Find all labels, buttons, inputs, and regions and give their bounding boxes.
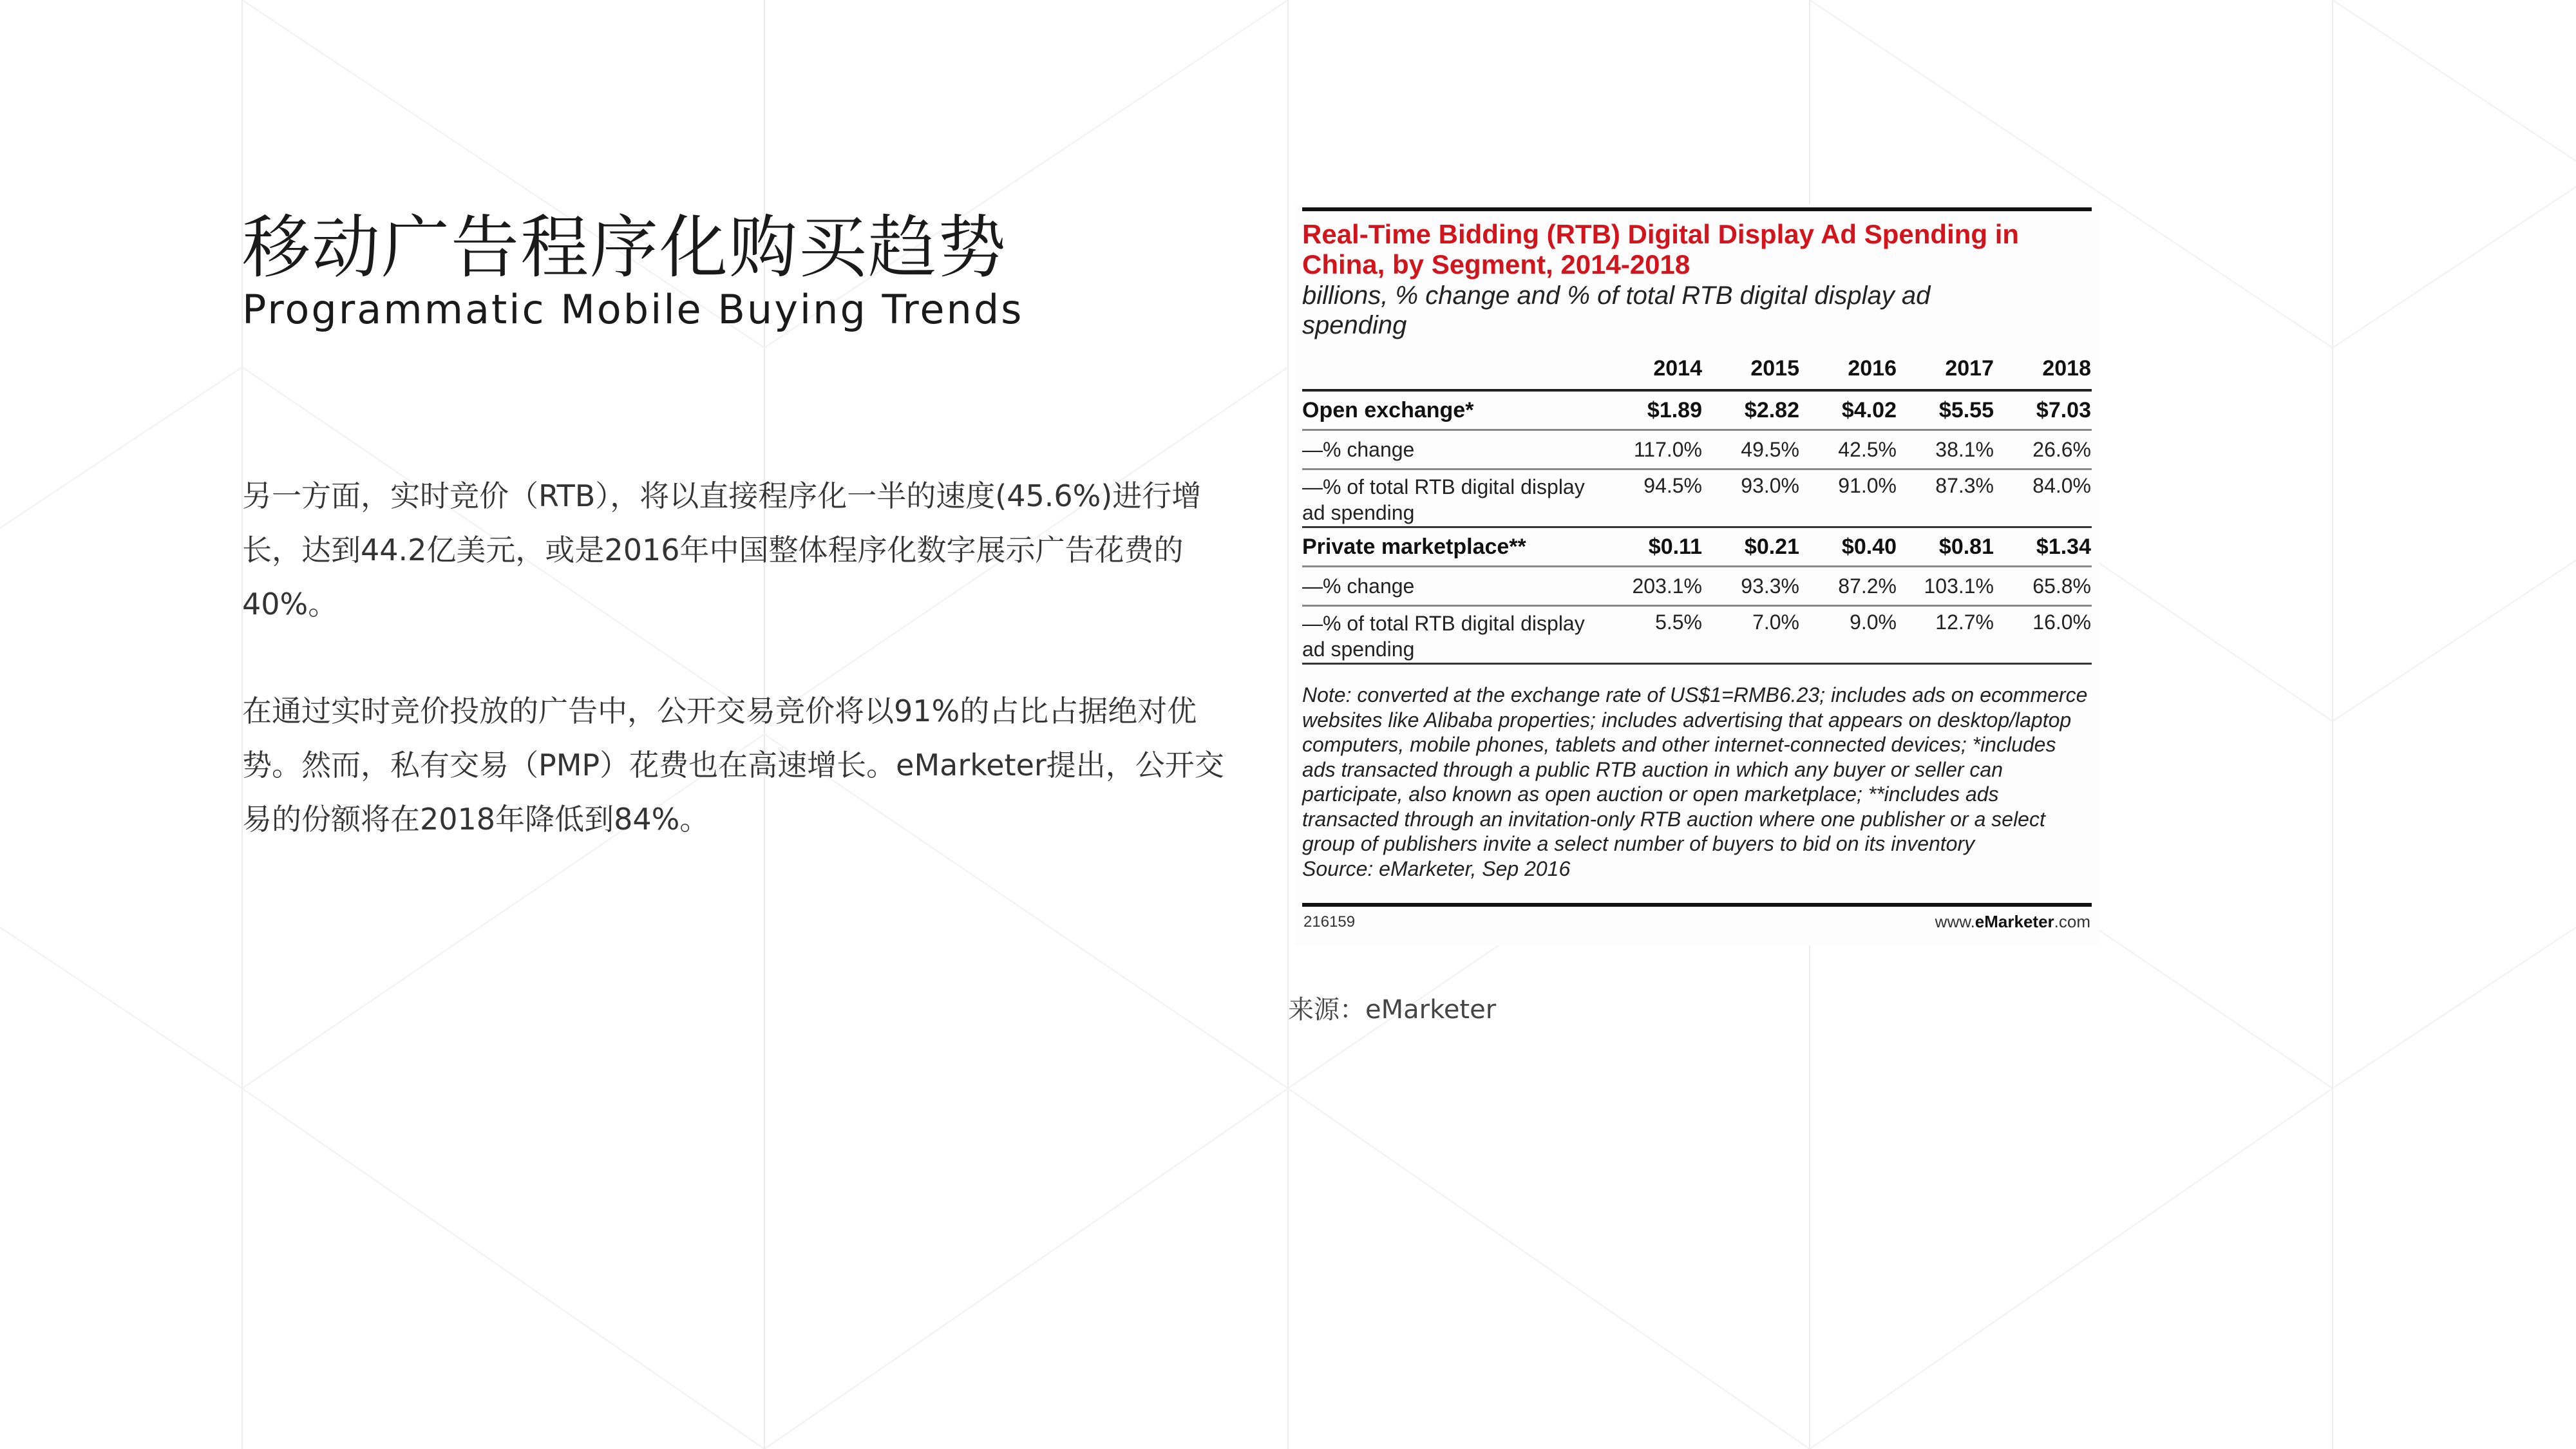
table-row-label: —% change: [1302, 574, 1415, 598]
table-header-cell: 2016: [1848, 355, 1897, 381]
table-cell: 87.3%: [1935, 474, 1994, 497]
table-cell: $0.21: [1744, 534, 1799, 559]
grid-diagonal-line: [2333, 927, 2576, 1088]
table-row: [1302, 470, 2092, 528]
figure-subtitle: billions, % change and % of total RTB digital display ad spending: [1302, 281, 1931, 339]
table-row-label: Open exchange*: [1302, 397, 1474, 422]
data-table: [1302, 348, 2092, 665]
table-row: [1302, 392, 2092, 431]
grid-diagonal-line: [1810, 1088, 2333, 1449]
source-caption: 来源：eMarketer: [1288, 995, 1497, 1025]
table-cell: 16.0%: [2032, 611, 2091, 634]
figure-note: [1302, 683, 2088, 881]
table-row: [1302, 607, 2092, 665]
table-cell: 203.1%: [1632, 574, 1702, 598]
table-cell: 93.3%: [1741, 574, 1799, 598]
figure-source: Source: eMarketer, Sep 2016: [1302, 857, 1571, 880]
table-cell: 38.1%: [1935, 437, 1994, 461]
figure-note-text: Note: converted at the exchange rate of US$1=RMB6.23; includes ads on ecommerce websites like Alibaba properties; includes advertising that appears on desktop/laptop computers, mobile phones, tablets and other internet-connected devices; *includes ads transacted through a public RTB auction in which any buyer or seller can participate, also known as open auction or open marketplace; **includes ads transacted through an invitation-only RTB auction where one publisher or a select group of publishers invite a select number of buyers to bid on its inventory: [1302, 683, 2088, 855]
figure-top-rule: [1302, 207, 2092, 211]
table-cell: $2.82: [1744, 397, 1799, 422]
grid-diagonal-line: [2333, 560, 2576, 721]
grid-diagonal-line: [242, 1088, 764, 1449]
figure-chart-id: 216159: [1303, 913, 1356, 931]
table-cell: 49.5%: [1741, 437, 1799, 461]
grid-diagonal-line: [1288, 1088, 1810, 1449]
table-cell: 26.6%: [2032, 437, 2091, 461]
table-row-label: —% change: [1302, 437, 1415, 461]
table-cell: $1.89: [1647, 397, 1702, 422]
chart-figure: [1294, 205, 2099, 945]
table-cell: $4.02: [1841, 397, 1897, 422]
figure-bottom-rule: [1302, 903, 2092, 907]
table-cell: 117.0%: [1633, 437, 1702, 461]
grid-diagonal-line: [2333, 187, 2576, 348]
body-paragraph-2: 在通过实时竞价投放的广告中，公开交易竞价将以91%的占比占据绝对优势。然而，私有交易（PMP）花费也在高速增长。eMarketer提出，公开交易的份额将在2018年降低到84%。: [242, 694, 1224, 837]
grid-diagonal-line: [0, 367, 242, 528]
table-cell: $0.40: [1841, 534, 1897, 559]
figure-url-brand: eMarketer: [1975, 912, 2054, 931]
table-cell: 9.0%: [1850, 611, 1897, 634]
table-cell: $5.55: [1938, 397, 1994, 422]
table-cell: 5.5%: [1655, 611, 1702, 634]
table-header-cell: 2017: [1945, 355, 1994, 381]
table-cell: 7.0%: [1752, 611, 1799, 634]
figure-url-prefix: www.: [1935, 912, 1975, 931]
grid-diagonal-line: [2333, 0, 2576, 161]
table-row: [1302, 567, 2092, 607]
table-header-cell: 2014: [1653, 355, 1702, 381]
table-cell: $0.81: [1938, 534, 1994, 559]
table-header-cell: 2015: [1750, 355, 1799, 381]
grid-diagonal-line: [764, 1088, 1288, 1449]
figure-title: Real-Time Bidding (RTB) Digital Display Ad Spending in China, by Segment, 2014-2018: [1302, 219, 2020, 279]
table-cell: 12.7%: [1935, 611, 1994, 634]
table-header-cell: 2018: [2042, 355, 2091, 381]
table-cell: 65.8%: [2032, 574, 2091, 598]
table-row-label: —% of total RTB digital display ad spending: [1302, 475, 1585, 524]
table-cell: 87.2%: [1838, 574, 1897, 598]
page-title: 移动广告程序化购买趋势: [242, 208, 1007, 287]
table-cell: $0.11: [1648, 534, 1702, 559]
table-row: [1302, 528, 2092, 567]
page-subtitle: Programmatic Mobile Buying Trends: [242, 286, 1024, 333]
table-cell: $1.34: [2036, 534, 2091, 559]
table-cell: 91.0%: [1838, 474, 1897, 497]
table-row: [1302, 431, 2092, 470]
table-row-label: —% of total RTB digital display ad spending: [1302, 612, 1585, 661]
table-cell: 84.0%: [2032, 474, 2091, 497]
figure-url-suffix: .com: [2054, 912, 2090, 931]
figure-url: [1935, 912, 2090, 932]
body-paragraph-1: 另一方面，实时竞价（RTB），将以直接程序化一半的速度(45.6%)进行增长，达到44.2亿美元，或是2016年中国整体程序化数字展示广告花费的40%。: [242, 478, 1202, 621]
table-header-row: [1302, 348, 2092, 392]
table-row-label: Private marketplace**: [1302, 534, 1526, 559]
grid-diagonal-line: [0, 927, 242, 1088]
table-cell: 103.1%: [1924, 574, 1994, 598]
table-cell: 94.5%: [1643, 474, 1702, 497]
table-cell: 42.5%: [1838, 437, 1897, 461]
table-cell: 93.0%: [1741, 474, 1799, 497]
table-cell: $7.03: [2036, 397, 2091, 422]
